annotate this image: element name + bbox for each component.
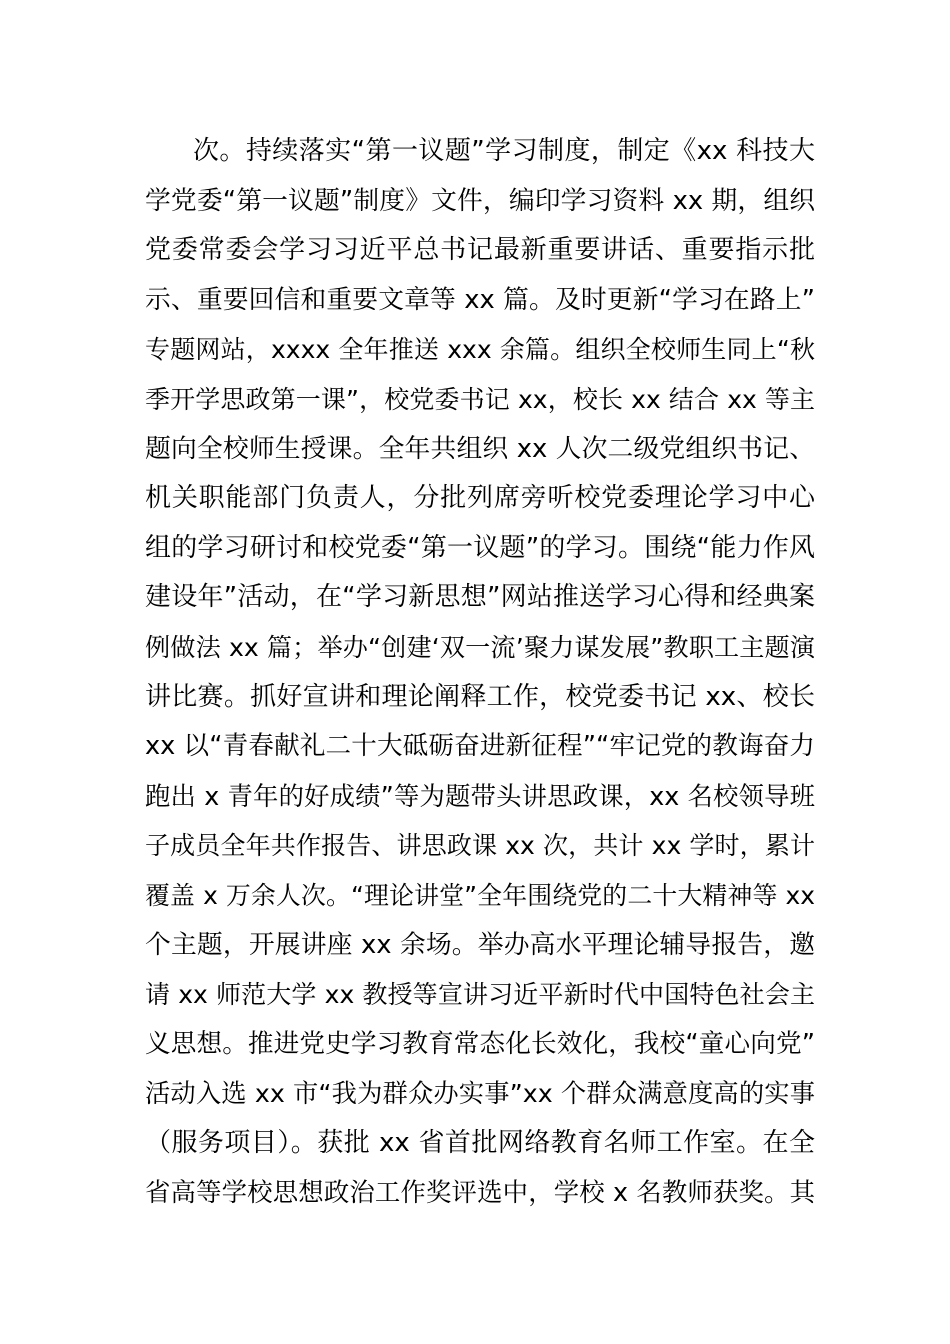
text-line: 子成员全年共作报告、讲思政课 xx 次，共计 xx 学时，累计 [145, 831, 815, 861]
text-line: （服务项目）。获批 xx 省首批网络教育名师工作室。在全 [145, 1127, 815, 1158]
text-line: 例做法 xx 篇；举办“创建‘双一流’聚力谋发展”教职工主题演 [145, 632, 815, 662]
text-line: 个主题，开展讲座 xx 余场。举办高水平理论辅导报告，邀 [145, 929, 815, 960]
text-line: 建设年”活动，在“学习新思想”网站推送学习心得和经典案 [145, 582, 815, 613]
text-line: 党委常委会学习习近平总书记最新重要讲话、重要指示批 [145, 235, 815, 266]
text-line: 学党委“第一议题”制度》文件，编印学习资料 xx 期，组织 [145, 185, 815, 216]
text-line: 跑出 x 青年的好成绩”等为题带头讲思政课，xx 名校领导班 [145, 780, 815, 811]
text-line: 题向全校师生授课。全年共组织 xx 人次二级党组织书记、 [145, 433, 815, 464]
text-line: xx 以“青春献礼二十大砥砺奋进新征程”“牢记党的教诲奋力 [145, 731, 815, 762]
body-paragraph [145, 127, 815, 1218]
text-line: 讲比赛。抓好宣讲和理论阐释工作，校党委书记 xx、校长 [145, 681, 815, 712]
text-line: 次。持续落实“第一议题”学习制度，制定《xx 科技大 [193, 136, 815, 166]
text-line: 覆盖 x 万余人次。“理论讲堂”全年围绕党的二十大精神等 xx [145, 880, 815, 910]
text-line: 组的学习研讨和校党委“第一议题”的学习。围绕“能力作风 [145, 532, 815, 563]
text-line: 示、重要回信和重要文章等 xx 篇。及时更新“学习在路上” [145, 284, 815, 315]
text-line: 请 xx 师范大学 xx 教授等宣讲习近平新时代中国特色社会主 [145, 980, 815, 1010]
text-line: 季开学思政第一课”，校党委书记 xx，校长 xx 结合 xx 等主 [145, 384, 815, 414]
text-line: 义思想。推进党史学习教育常态化长效化，我校“童心向党” [145, 1028, 815, 1059]
text-line: 活动入选 xx 市“我为群众办实事”xx 个群众满意度高的实事 [145, 1079, 815, 1109]
text-line: 机关职能部门负责人，分批列席旁听校党委理论学习中心 [145, 483, 815, 514]
text-line: 省高等学校思想政治工作奖评选中，学校 x 名教师获奖。其 [145, 1177, 815, 1208]
text-line: 专题网站，xxxx 全年推送 xxx 余篇。组织全校师生同上“秋 [145, 335, 815, 365]
